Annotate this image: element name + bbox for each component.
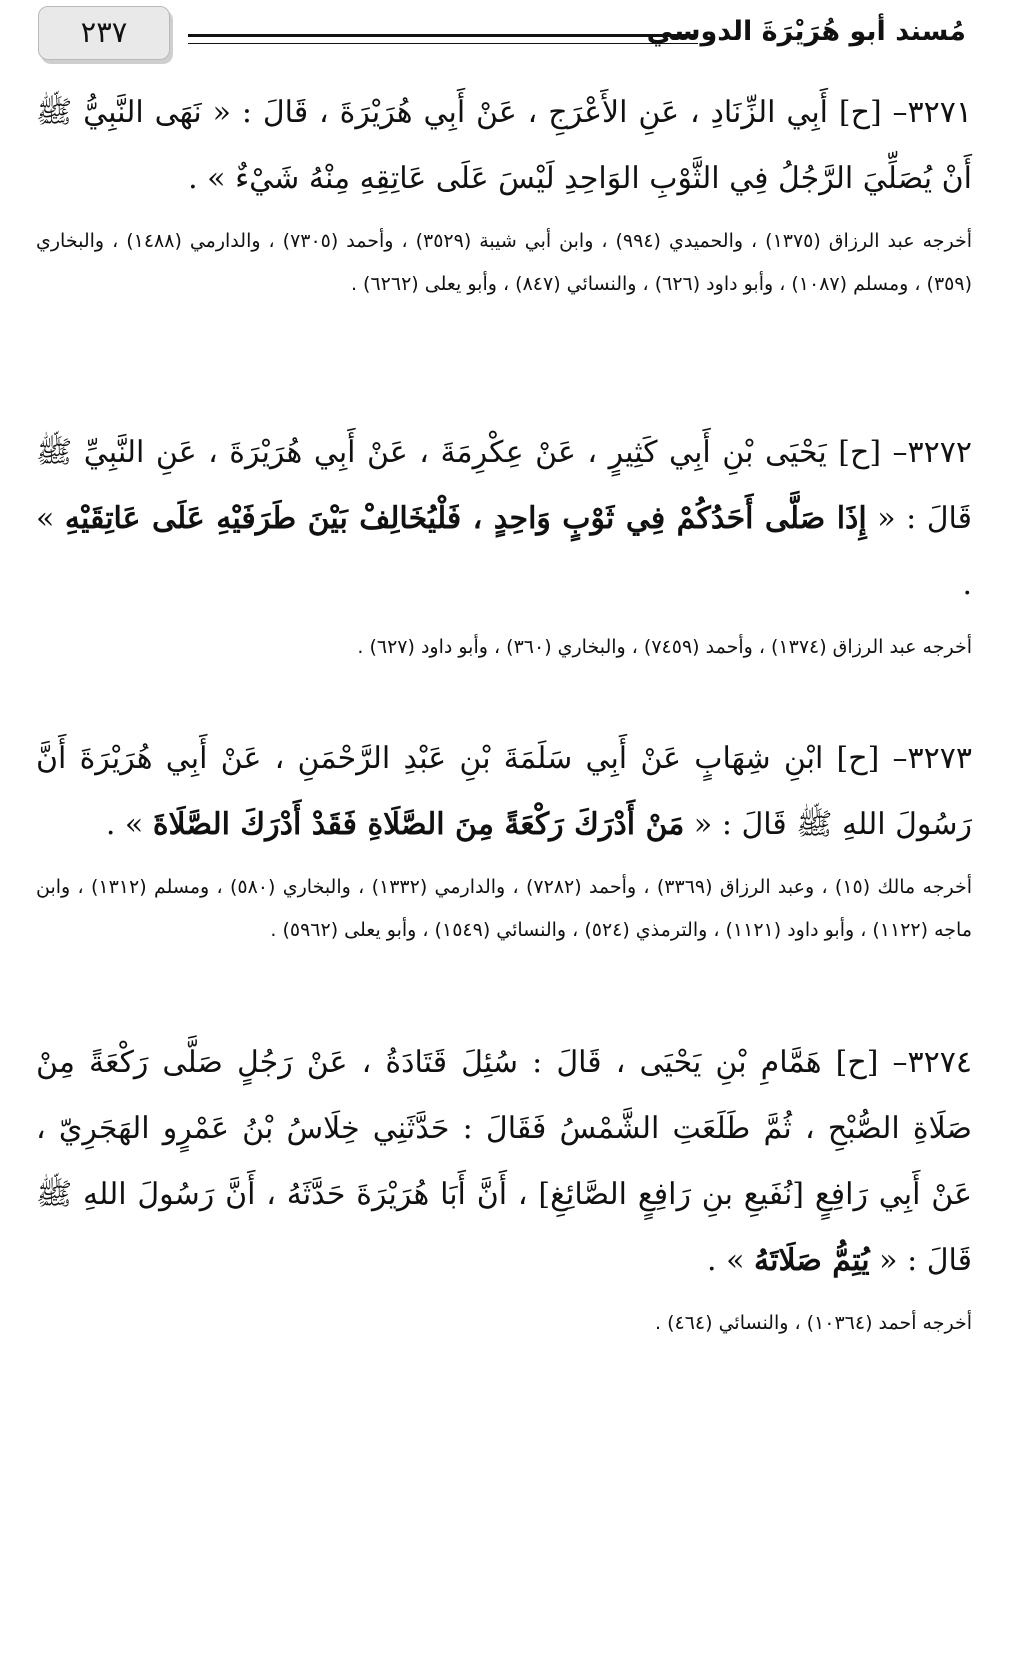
prophetic-saying: يُتِمُّ صَلَاتَهُ bbox=[754, 1243, 870, 1278]
hadith-intro: – [ح] يَحْيَى بْنِ أَبِي كَثِيرٍ ، عَنْ عِكْرِمَةَ ، عَنْ أَبِي هُرَيْرَةَ ، عَنِ النَّبِيِّ ﷺ قَالَ : « bbox=[36, 435, 973, 536]
running-title: مُسند أبو هُرَيْرَةَ الدوسي bbox=[646, 16, 966, 47]
hadith-block bbox=[36, 726, 972, 952]
hadith-block bbox=[36, 420, 972, 669]
hadith-text bbox=[36, 420, 972, 618]
hadith-block bbox=[36, 1030, 972, 1345]
hadith-body: – [ح] أَبِي الزِّنَادِ ، عَنِ الأَعْرَجِ ، عَنْ أَبِي هُرَيْرَةَ ، قَالَ : « نَهَى النَّبِيُّ ﷺ أَنْ يُصَلِّيَ الرَّجُلُ فِي الثَّوْبِ الوَاحِدِ لَيْسَ عَلَى عَاتِقِهِ مِنْهُ شَيْءٌ » . bbox=[36, 95, 972, 196]
takhrij-note: أخرجه مالك (١٥) ، وعبد الرزاق (٣٣٦٩) ، وأحمد (٧٢٨٢) ، والدارمي (١٣٣٢) ، والبخاري (٥٨٠) ، ومسلم (١٣١٢) ، وابن ماجه (١١٢٢) ، وأبو داود (١١٢١) ، والترمذي (٥٢٤) ، والنسائي (١٥٤٩) ، وأبو يعلى (٥٩٦٢) . bbox=[36, 876, 972, 941]
hadith-intro: – [ح] ابْنِ شِهَابٍ عَنْ أَبِي سَلَمَةَ بْنِ عَبْدِ الرَّحْمَنِ ، عَنْ أَبِي هُرَيْرَةَ أَنَّ رَسُولَ اللهِ ﷺ قَالَ : « bbox=[36, 741, 972, 842]
page-number-text: ٢٣٧ bbox=[80, 15, 128, 49]
hadith-number: ٣٢٧٤ bbox=[907, 1045, 972, 1080]
page-number bbox=[38, 6, 170, 60]
hadith-number: ٣٢٧٢ bbox=[907, 435, 972, 470]
prophetic-saying: مَنْ أَدْرَكَ رَكْعَةً مِنَ الصَّلَاةِ فَقَدْ أَدْرَكَ الصَّلَاةَ bbox=[152, 807, 685, 842]
hadith-text bbox=[36, 80, 972, 212]
hadith-number: ٣٢٧١ bbox=[907, 95, 972, 130]
prophetic-saying: إِذَا صَلَّى أَحَدُكُمْ فِي ثَوْبٍ وَاحِدٍ ، فَلْيُخَالِفْ بَيْنَ طَرَفَيْهِ عَلَى عَاتِقَيْهِ bbox=[64, 501, 867, 536]
hadith-closing: » . bbox=[105, 807, 153, 842]
hadith-closing: » . bbox=[707, 1243, 755, 1278]
hadith-text bbox=[36, 726, 972, 858]
hadith-closing: » . bbox=[36, 501, 972, 602]
takhrij-note: أخرجه عبد الرزاق (١٣٧٥) ، والحميدي (٩٩٤) ، وابن أبي شيبة (٣٥٢٩) ، وأحمد (٧٣٠٥) ، والدارمي (١٤٨٨) ، والبخاري (٣٥٩) ، ومسلم (١٠٨٧) ، وأبو داود (٦٢٦) ، والنسائي (٨٤٧) ، وأبو يعلى (٦٢٦٢) . bbox=[36, 230, 973, 295]
hadith-block bbox=[36, 80, 972, 306]
takhrij-note: أخرجه أحمد (١٠٣٦٤) ، والنسائي (٤٦٤) . bbox=[655, 1312, 972, 1334]
hadith-intro: – [ح] هَمَّامِ بْنِ يَحْيَى ، قَالَ : سُئِلَ قَتَادَةُ ، عَنْ رَجُلٍ صَلَّى رَكْعَةً مِنْ صَلَاةِ الصُّبْحِ ، ثُمَّ طَلَعَتِ الشَّمْسُ فَقَالَ : حَدَّثَنِي خِلَاسُ بْنُ عَمْرٍو الهَجَرِيّ ، عَنْ أَبِي رَافِعٍ [نُفَيعِ بنِ رَافِعٍ الصَّائِغِ] ، أَنَّ أَبَا هُرَيْرَةَ حَدَّثَهُ ، أَنَّ رَسُولَ اللهِ ﷺ قَالَ : « bbox=[36, 1045, 972, 1278]
takhrij-note: أخرجه عبد الرزاق (١٣٧٤) ، وأحمد (٧٤٥٩) ، والبخاري (٣٦٠) ، وأبو داود (٦٢٧) . bbox=[357, 636, 972, 658]
hadith-number: ٣٢٧٣ bbox=[907, 741, 972, 776]
header-rule bbox=[188, 34, 698, 44]
hadith-text bbox=[36, 1030, 972, 1294]
